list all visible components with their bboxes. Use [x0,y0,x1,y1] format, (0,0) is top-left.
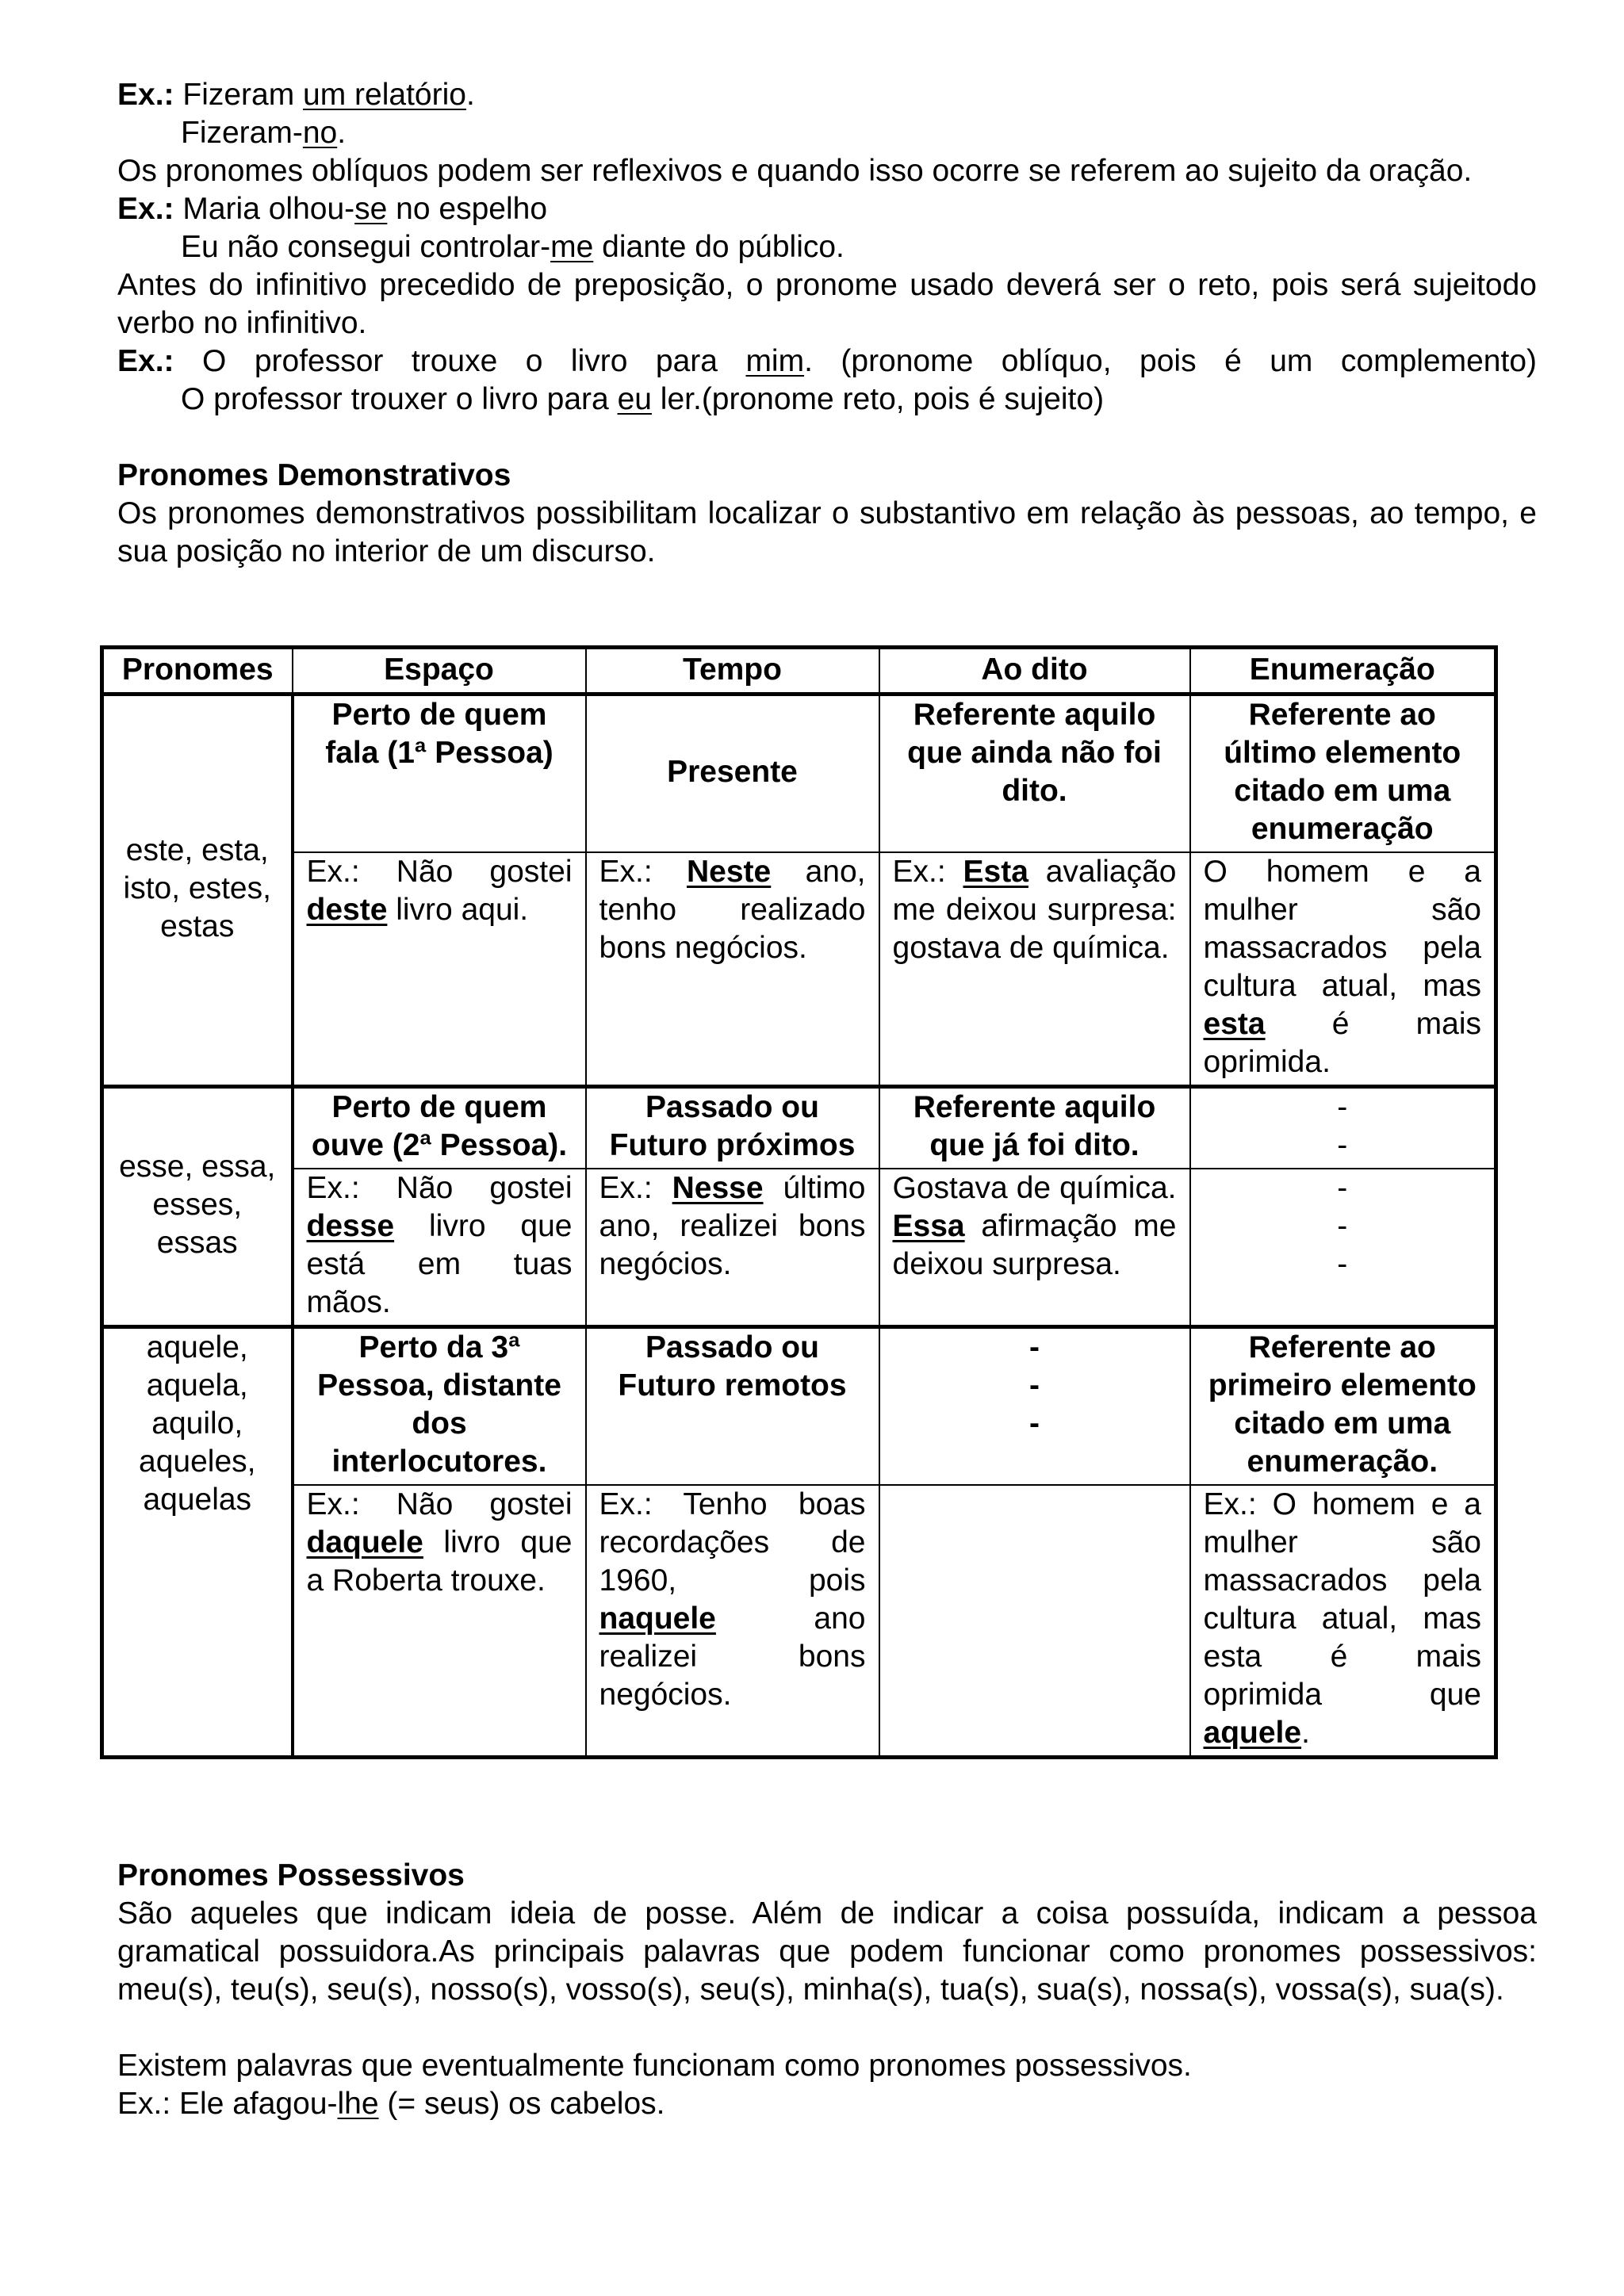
example-line [117,381,1537,419]
pronoun-cell: este, esta, isto, estes, estas [102,695,293,1087]
table-row [102,1327,1496,1486]
header-enumeracao: Enumeração [1190,648,1496,695]
table-row [102,852,1496,1087]
example-line [117,76,1537,114]
example-text: diante do público. [593,230,845,264]
example-cell: Ex.: Nesse último ano, realizei bons negócios. [586,1169,879,1327]
example-text: ler.(pronome reto, pois é sujeito) [651,382,1105,416]
example-label: Ex.: [117,192,174,226]
example-text: O professor trouxer o livro para [181,382,618,416]
header-ao-dito: Ao dito [879,648,1190,695]
empty-dash-cell: - - - [879,1327,1190,1486]
example-cell: Ex.: O homem e a mulher são massacrados pela cultura atual, mas esta é mais oprimida que aquele. [1190,1485,1496,1758]
underlined-term: eu [617,382,652,416]
example-cell: O homem e a mulher são massacrados pela cultura atual, mas esta é mais oprimida. [1190,852,1496,1087]
rule-cell: Referente aquilo que já foi dito. [879,1087,1190,1169]
pronoun-cell: esse, essa, esses, essas [102,1087,293,1327]
rule-cell: Passado ou Futuro próximos [586,1087,879,1169]
rule-cell: Presente [586,695,879,853]
table-row [102,1087,1496,1169]
example-text: Fizeram- [181,116,303,150]
paragraph-possessivos: São aqueles que indicam ideia de posse. Além de indicar a coisa possuída, indicam a pessoa gramatical possuidora.As principais palavras que podem funcionar como pronomes possessivos: meu(s), teu(s), seu(s), nosso(s), vosso(s), seu(s), minha(s), tua(s), sua(s), nossa(s), vossa(s), sua(s). [117,1896,1537,2007]
table-row [102,1485,1496,1758]
example-text: Eu não consegui controlar- [181,230,551,264]
example-line [117,190,1537,228]
example-text: (= seus) os cabelos. [378,2087,665,2121]
example-cell: Ex.: Esta avaliação me deixou surpresa: gostava de química. [879,852,1190,1087]
demonstrative-pronouns-table [100,645,1498,1759]
paragraph-infinitive: Antes do infinitivo precedido de preposição, o pronome usado deverá ser o reto, pois será sujeitodo verbo no infinitivo. [117,268,1537,340]
example-cell: Ex.: Neste ano, tenho realizado bons negócios. [586,852,879,1087]
example-label: Ex.: [117,344,174,378]
paragraph-demonstrativos: Os pronomes demonstrativos possibilitam localizar o substantivo em relação às pessoas, ao tempo, e sua posição no interior de um discurso. [117,496,1537,568]
underlined-term: mim [745,344,805,378]
document-page [117,76,1537,571]
pronoun-cell: aquele, aquela, aquilo, aqueles, aquelas [102,1327,293,1758]
underlined-term: lhe [337,2087,379,2121]
rule-cell: Referente ao último elemento citado em uma enumeração [1190,695,1496,853]
example-cell-empty [879,1485,1190,1758]
example-text: Ex.: Ele afagou- [117,2087,338,2121]
example-cell: Ex.: Não gostei deste livro aqui. [293,852,586,1087]
rule-cell: Passado ou Futuro remotos [586,1327,879,1486]
paragraph-eventual: Existem palavras que eventualmente funcionam como pronomes possessivos. [117,2049,1192,2083]
example-text: O professor trouxe o livro para [174,344,746,378]
table-row [102,695,1496,853]
underlined-term: se [354,192,388,226]
section-heading-demonstrativos: Pronomes Demonstrativos [117,458,511,492]
rule-cell: Perto da 3ª Pessoa, distante dos interlocutores. [293,1327,586,1486]
rule-cell: Referente ao primeiro elemento citado em uma enumeração. [1190,1327,1496,1486]
header-pronomes: Pronomes [102,648,293,695]
example-text: no espelho [387,192,548,226]
section-heading-possessivos: Pronomes Possessivos [117,1858,465,1892]
header-espaco: Espaço [293,648,586,695]
example-text: . [465,78,475,112]
empty-dash-cell: - - [1190,1087,1496,1169]
example-text: . [337,116,347,150]
example-text: . (pronome oblíquo, pois é um complemento) [804,344,1537,378]
rule-cell: Perto de quem fala (1ª Pessoa) [293,695,586,853]
paragraph-reflexive: Os pronomes oblíquos podem ser reflexivos e quando isso ocorre se referem ao sujeito da oração. [117,154,1473,188]
example-line [117,342,1537,381]
example-cell: Ex.: Tenho boas recordações de 1960, pois naquele ano realizei bons negócios. [586,1485,879,1758]
header-tempo: Tempo [586,648,879,695]
underlined-term: um relatório [303,78,466,112]
rule-cell: Perto de quem ouve (2ª Pessoa). [293,1087,586,1169]
table-header-row [102,648,1496,695]
example-text: Maria olhou- [174,192,355,226]
example-line [117,228,1537,266]
example-line [117,2085,1537,2123]
example-text: Fizeram [174,78,304,112]
example-cell: Gostava de química. Essa afirmação me deixou surpresa. [879,1169,1190,1327]
underlined-term: no [302,116,338,150]
example-cell: Ex.: Não gostei desse livro que está em tuas mãos. [293,1169,586,1327]
empty-dash-cell: - - - [1190,1169,1496,1327]
example-cell: Ex.: Não gostei daquele livro que a Roberta trouxe. [293,1485,586,1758]
possessivos-section [117,1857,1537,2123]
rule-cell: Referente aquilo que ainda não foi dito. [879,695,1190,853]
example-line [117,114,1537,152]
example-label: Ex.: [117,78,174,112]
table-row [102,1169,1496,1327]
underlined-term: me [550,230,594,264]
